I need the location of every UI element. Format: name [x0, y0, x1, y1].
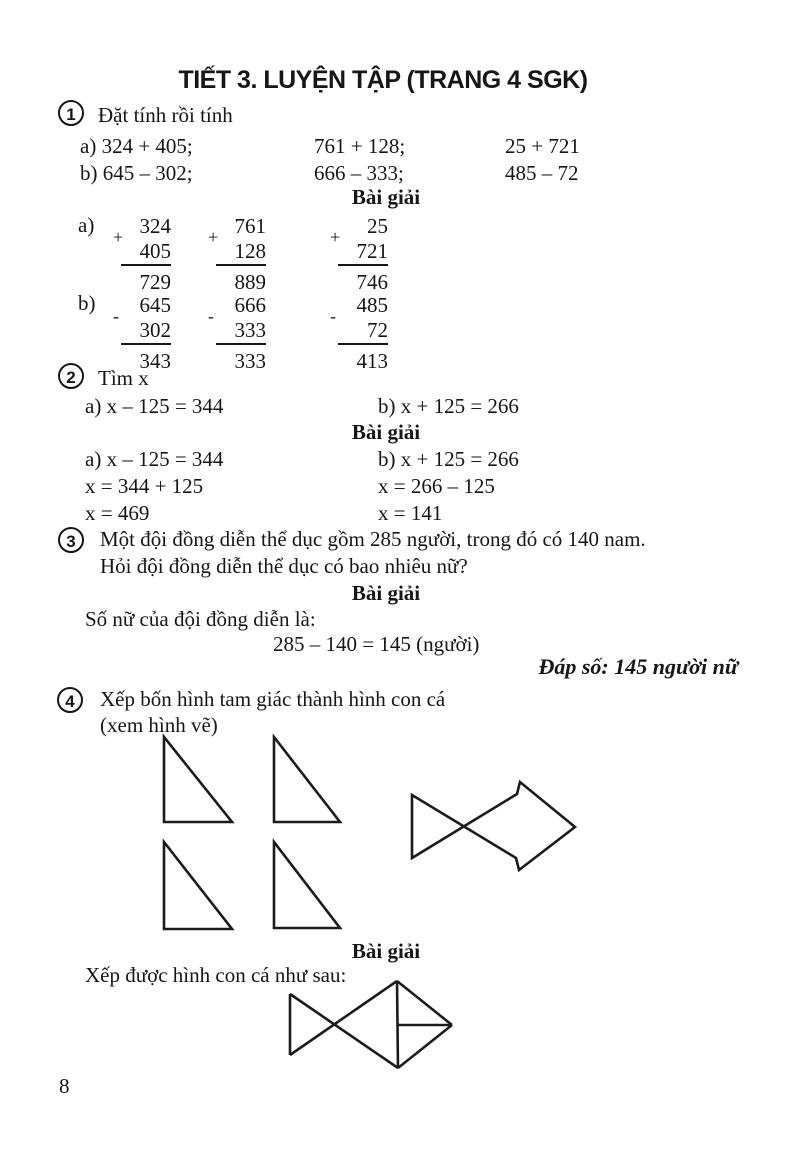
- assembled-fish-figure: [280, 970, 465, 1075]
- operand-top: 25: [367, 214, 388, 238]
- operand-bottom: 405: [121, 240, 171, 266]
- operand-top: 645: [139, 293, 171, 317]
- problem-2-statement: Tìm x: [98, 366, 149, 390]
- column-subtraction-block: [208, 291, 270, 375]
- four-triangles-and-fish-figure: [140, 728, 590, 943]
- p2-sol-b-line3: x = 141: [378, 501, 443, 525]
- operand-bottom: 72: [338, 319, 388, 345]
- problem-4-badge: 4: [57, 687, 83, 713]
- triangle-shape: [164, 842, 232, 929]
- column-subtraction-block: [113, 291, 175, 375]
- p2-given-a: a) x – 125 = 344: [85, 394, 224, 418]
- fish-line: [397, 981, 398, 1068]
- result: 889: [234, 270, 266, 294]
- result: 343: [139, 349, 171, 373]
- operand-top: 761: [234, 214, 266, 238]
- fish-line: [290, 981, 397, 1055]
- operand-bottom: 333: [216, 319, 266, 345]
- problem-3-statement-line2: Hỏi đội đồng diễn thể dục có bao nhiêu nữ?: [100, 554, 468, 578]
- triangle-shape: [274, 737, 340, 822]
- p1-given-b1: b) 645 – 302;: [80, 161, 193, 185]
- p2-sol-b-line2: x = 266 – 125: [378, 474, 495, 498]
- page-title: TIẾT 3. LUYỆN TẬP (TRANG 4 SGK): [178, 66, 588, 94]
- problem-3-statement-line1: Một đội đồng diễn thể dục gồm 285 người, trong đó có 140 nam.: [100, 527, 646, 551]
- minus-operator: -: [208, 306, 214, 326]
- fish-line: [397, 981, 452, 1025]
- p2-given-b: b) x + 125 = 266: [378, 394, 519, 418]
- solution-heading-1: Bài giải: [351, 185, 421, 209]
- p2-sol-a-line3: x = 469: [85, 501, 150, 525]
- triangle-shape: [274, 842, 340, 928]
- p1-given-b3: 485 – 72: [505, 161, 579, 185]
- problem-3-badge: 3: [58, 527, 84, 553]
- p1-given-a1: a) 324 + 405;: [80, 134, 193, 158]
- fish-line: [290, 994, 398, 1068]
- problem-4-statement-line2: (xem hình vẽ): [100, 713, 218, 737]
- solution-heading-3: Bài giải: [351, 581, 421, 605]
- p3-final-answer: Đáp số: 145 người nữ: [538, 654, 738, 679]
- plus-operator: +: [330, 227, 341, 247]
- operand-top: 666: [234, 293, 266, 317]
- column-addition-block: [113, 212, 175, 296]
- operand-top: 324: [139, 214, 171, 238]
- problem-1-statement: Đặt tính rồi tính: [98, 103, 233, 127]
- minus-operator: -: [330, 306, 336, 326]
- fish-line: [398, 1025, 452, 1068]
- p3-solution-calculation: 285 – 140 = 145 (người): [273, 632, 480, 656]
- p1-given-b2: 666 – 333;: [314, 161, 404, 185]
- problem-4-statement-line1: Xếp bốn hình tam giác thành hình con cá: [100, 687, 446, 711]
- column-addition-block: [330, 212, 392, 296]
- solution-heading-2: Bài giải: [351, 420, 421, 444]
- solution-heading-4: Bài giải: [351, 939, 421, 963]
- column-subtraction-block: [330, 291, 392, 375]
- problem-1-badge: 1: [58, 100, 84, 126]
- p1-given-a2: 761 + 128;: [314, 134, 406, 158]
- result: 333: [234, 349, 266, 373]
- page-number: 8: [59, 1074, 70, 1098]
- p1-given-a3: 25 + 721: [505, 134, 580, 158]
- p1-work-label-a: a): [78, 213, 95, 237]
- operand-bottom: 302: [121, 319, 171, 345]
- operand-top: 485: [356, 293, 388, 317]
- p4-solution-intro: Xếp được hình con cá như sau:: [85, 963, 347, 987]
- result: 746: [356, 270, 388, 294]
- triangle-shape: [164, 737, 232, 822]
- p2-sol-a-line1: a) x – 125 = 344: [85, 447, 224, 471]
- result: 413: [356, 349, 388, 373]
- operand-bottom: 128: [216, 240, 266, 266]
- p3-solution-intro: Số nữ của đội đồng diễn là:: [85, 607, 316, 631]
- p1-work-label-b: b): [78, 291, 96, 315]
- fish-outline-shape: [412, 782, 575, 870]
- column-addition-block: [208, 212, 270, 296]
- plus-operator: +: [113, 227, 124, 247]
- minus-operator: -: [113, 306, 119, 326]
- result: 729: [139, 270, 171, 294]
- plus-operator: +: [208, 227, 219, 247]
- operand-bottom: 721: [338, 240, 388, 266]
- p2-sol-a-line2: x = 344 + 125: [85, 474, 204, 498]
- problem-2-badge: 2: [58, 363, 84, 389]
- p2-sol-b-line1: b) x + 125 = 266: [378, 447, 519, 471]
